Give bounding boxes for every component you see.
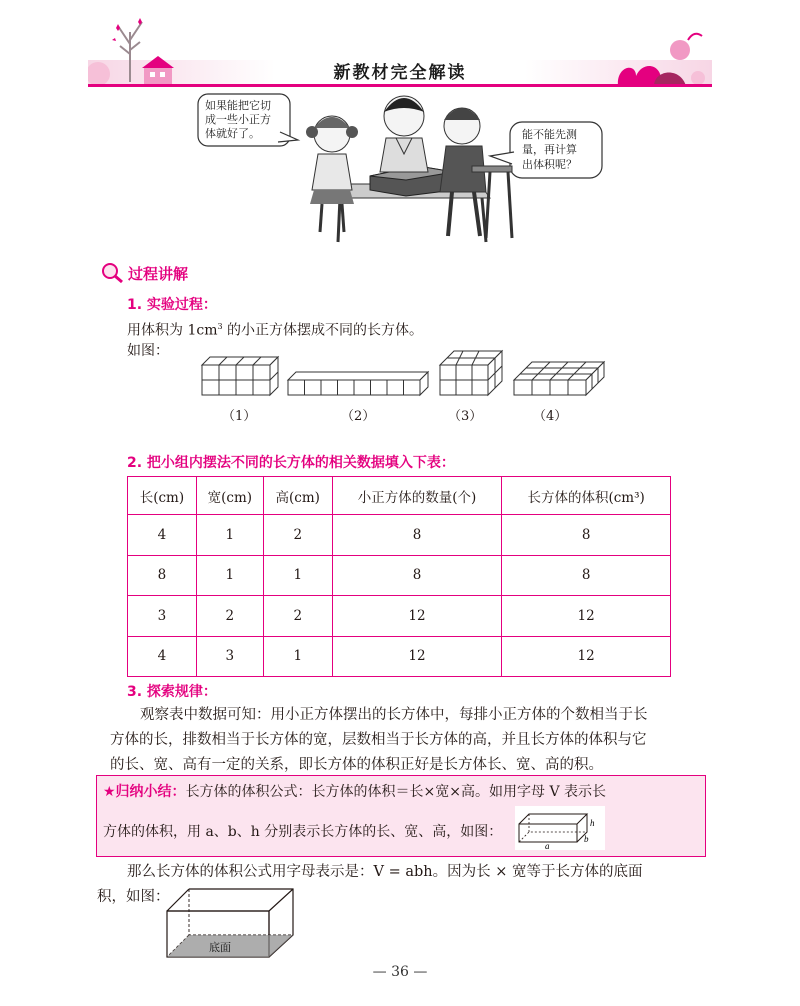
table-cell: 3 xyxy=(128,596,197,637)
step3-heading: 3. 探索规律： xyxy=(127,684,217,700)
table-cell: 3 xyxy=(196,636,263,677)
girl-speech-line: 如果能把它切 xyxy=(205,100,271,112)
cuboid-base-figure xyxy=(165,885,295,960)
boy-speech-line: 量，再计算 xyxy=(522,144,577,156)
table-cell: 2 xyxy=(263,596,332,637)
page-header xyxy=(88,10,712,88)
table-row xyxy=(128,555,671,596)
label-h: h xyxy=(590,818,595,828)
label-b: b xyxy=(584,834,589,844)
table-cell: 1 xyxy=(196,515,263,556)
table-cell: 4 xyxy=(128,636,197,677)
children-illustration xyxy=(190,92,630,244)
girl-speech-line: 体就好了。 xyxy=(205,128,260,140)
figure-label-1: （1） xyxy=(222,409,257,424)
summary-line-1 xyxy=(103,781,606,801)
figure-label-4: （4） xyxy=(533,409,568,424)
closing-line-1: 那么长方体的体积公式用字母表示是：V = abh。因为长 × 宽等于长方体的底面 xyxy=(127,864,643,880)
table-cell: 8 xyxy=(128,555,197,596)
column-header: 小正方体的数量(个) xyxy=(332,477,502,515)
arrangement-1 xyxy=(202,357,278,395)
step1-line1-sup: 3 xyxy=(217,322,223,331)
table-cell: 12 xyxy=(502,596,671,637)
table-cell: 8 xyxy=(332,555,502,596)
step1-heading: 1. 实验过程： xyxy=(127,297,217,313)
magnifier-icon xyxy=(100,262,124,284)
step1-line2: 如图： xyxy=(127,343,169,359)
table-row xyxy=(128,515,671,556)
table-cell: 8 xyxy=(332,515,502,556)
data-table xyxy=(127,476,671,677)
step1-line1 xyxy=(127,316,423,342)
column-header: 宽(cm) xyxy=(196,477,263,515)
cuboid-abh-figure xyxy=(515,806,605,850)
table-row xyxy=(128,636,671,677)
arrangement-2 xyxy=(288,372,428,395)
figure-label-3: （3） xyxy=(448,409,483,424)
column-header: 长(cm) xyxy=(128,477,197,515)
step2-heading: 2. 把小组内摆法不同的长方体的相关数据填入下表： xyxy=(127,455,455,471)
table-cell: 8 xyxy=(502,515,671,556)
column-header: 高(cm) xyxy=(263,477,332,515)
svg-text:能不能先测 量，再计算 出体积呢？ xyxy=(522,127,580,171)
table-cell: 1 xyxy=(263,636,332,677)
arrangement-3 xyxy=(440,351,502,395)
arrangement-4 xyxy=(514,362,604,395)
table-cell: 8 xyxy=(502,555,671,596)
girl-speech-line: 成一些小正方 xyxy=(205,114,271,126)
table-cell: 1 xyxy=(263,555,332,596)
section-title: 过程讲解 xyxy=(128,264,189,283)
section-heading xyxy=(100,262,188,284)
step1-line1-post: 的小正方体摆成不同的长方体。 xyxy=(222,322,424,339)
book-title: 新教材完全解读 xyxy=(333,63,467,83)
header-rule xyxy=(88,84,712,87)
table-cell: 1 xyxy=(196,555,263,596)
table-cell: 2 xyxy=(196,596,263,637)
table-cell: 12 xyxy=(332,636,502,677)
boy-speech-line: 出体积呢？ xyxy=(522,159,577,171)
base-label: 底面 xyxy=(209,942,231,954)
paragraph-line: 观察表中数据可知：用小正方体摆出的长方体中，每排小正方体的个数相当于长 xyxy=(140,707,648,723)
table-row xyxy=(128,596,671,637)
table-cell: 12 xyxy=(332,596,502,637)
table-cell: 4 xyxy=(128,515,197,556)
paragraph-line: 方体的长，排数相当于长方体的宽，层数相当于长方体的高，并且长方体的体积与它 xyxy=(110,732,647,748)
table-cell: 12 xyxy=(502,636,671,677)
table-cell: 2 xyxy=(263,515,332,556)
summary-text-1: 长方体的体积公式：长方体的体积＝长×宽×高。如用字母 V 表示长 xyxy=(185,784,607,800)
step1-line1-pre: 用体积为 1cm xyxy=(127,322,218,339)
page-number: — 36 — xyxy=(372,964,428,980)
boy-speech-line: 能不能先测 xyxy=(522,129,577,141)
figure-label-2: （2） xyxy=(341,409,376,424)
step3-paragraph xyxy=(110,703,710,778)
summary-title: ★归纳小结： xyxy=(103,784,186,800)
summary-line-2: 方体的体积，用 a、b、h 分别表示长方体的长、宽、高，如图： xyxy=(103,824,503,840)
label-a: a xyxy=(545,841,550,850)
summary-box xyxy=(96,775,706,857)
table-header-row xyxy=(128,477,671,515)
paragraph-line: 的长、宽、高有一定的关系，即长方体的体积正好是长方体长、宽、高的积。 xyxy=(110,757,603,773)
column-header: 长方体的体积(cm³) xyxy=(502,477,671,515)
closing-line-2: 积，如图： xyxy=(97,889,170,905)
